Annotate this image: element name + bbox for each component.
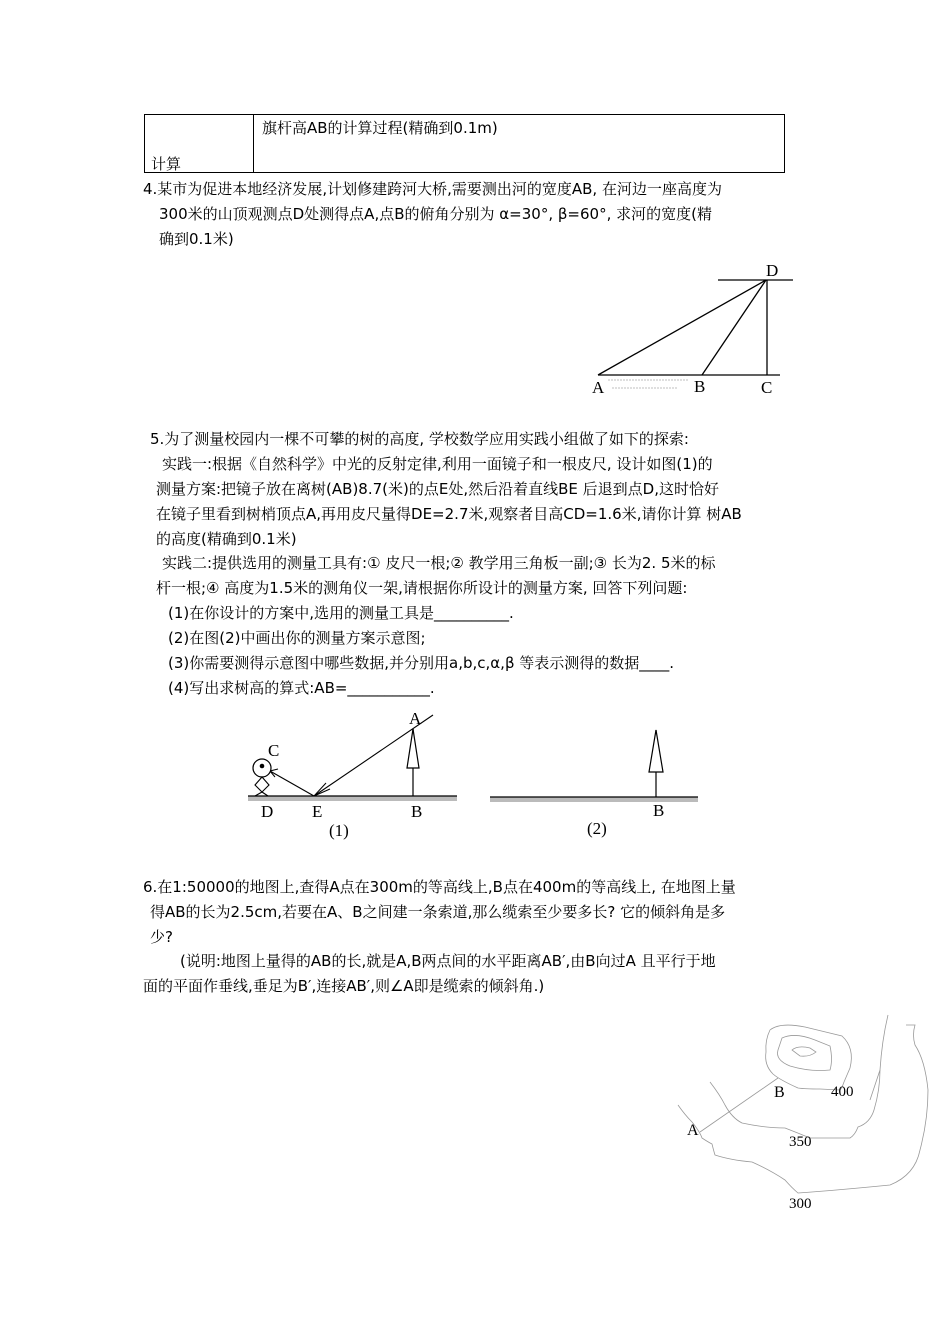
row-label: 计算 [151,155,182,173]
table-row-label-cell [145,115,254,173]
fig1-label-e: E [312,802,323,821]
q4-label-a: A [592,378,605,397]
fig1-label-c: C [268,741,280,760]
map-label-b: B [774,1084,785,1101]
q5-line-6: 实践二:提供选用的测量工具有:① 皮尺一根;② 教学用三角板一副;③ 长为2. 5米的标 [162,554,716,572]
contour-map [670,1010,950,1220]
q5-subq-4: (4)写出求树高的算式:AB=___________. [168,679,435,697]
map-label-a: A [687,1122,699,1139]
q6-note-1: (说明:地图上量得的AB的长,就是A,B两点间的水平距离AB′,由B向过A 且平行于地 [180,952,716,970]
q5-line-7: 杆一根;④ 高度为1.5米的测角仪一架,请根据你所设计的测量方案, 回答下列问题: [156,579,688,597]
fig2-caption: (2) [587,819,607,838]
fig1-label-a: A [409,709,422,728]
q4-line-1: 4.某市为促进本地经济发展,计划修建跨河大桥,需要测出河的宽度AB, 在河边一座高度为 [143,180,722,198]
q5-subq-3: (3)你需要测得示意图中哪些数据,并分别用a,b,c,α,β 等表示测得的数据____. [168,654,675,672]
q5-line-4: 在镜子里看到树梢顶点A,再用皮尺量得DE=2.7米,观察者目高CD=1.6米,请你计算 树AB [156,505,742,523]
q5-subq-1: (1)在你设计的方案中,选用的测量工具是__________. [168,604,514,622]
q5-line-2: 实践一:根据《自然科学》中光的反射定律,利用一面镜子和一根皮尺, 设计如图(1)的 [162,455,713,473]
fig1-caption: (1) [329,821,349,840]
calculation-table [144,114,785,173]
q5-subq-2: (2)在图(2)中画出你的测量方案示意图; [168,629,426,647]
table-content-cell [254,115,785,173]
q5-line-3: 测量方案:把镜子放在离树(AB)8.7(米)的点E处,然后沿着直线BE 后退到点D,这时恰好 [156,480,719,498]
contour-label-400: 400 [831,1084,854,1100]
q4-line-3: 确到0.1米) [159,230,234,248]
q4-label-c: C [761,378,773,397]
fig1-label-b: B [411,802,423,821]
q6-note-2: 面的平面作垂线,垂足为B′,连接AB′,则∠A即是缆索的倾斜角.) [143,977,545,995]
fig2-label-b: B [653,801,665,820]
q6-line-2: 得AB的长为2.5cm,若要在A、B之间建一条索道,那么缆索至少要多长? 它的倾斜角是多 [150,903,726,921]
q4-line-2: 300米的山顶观测点D处测得点A,点B的俯角分别为 α=30°, β=60°, 求河的宽度(精 [159,205,712,223]
q4-label-d: D [766,261,779,280]
q5-line-5: 的高度(精确到0.1米) [156,530,297,548]
calc-content: 旗杆高AB的计算过程(精确到0.1m) [262,119,498,137]
q6-line-3: 少? [150,928,173,946]
q6-line-1: 6.在1:50000的地图上,查得A点在300m的等高线上,B点在400m的等高线上, 在地图上量 [143,878,736,896]
contour-label-350: 350 [789,1134,812,1150]
q5-line-1: 5.为了测量校园内一棵不可攀的树的高度, 学校数学应用实践小组做了如下的探索: [150,430,689,448]
q5-figure-1 [240,705,470,845]
q4-label-b: B [694,377,706,396]
contour-label-300: 300 [789,1196,812,1212]
fig1-label-d: D [261,802,274,821]
